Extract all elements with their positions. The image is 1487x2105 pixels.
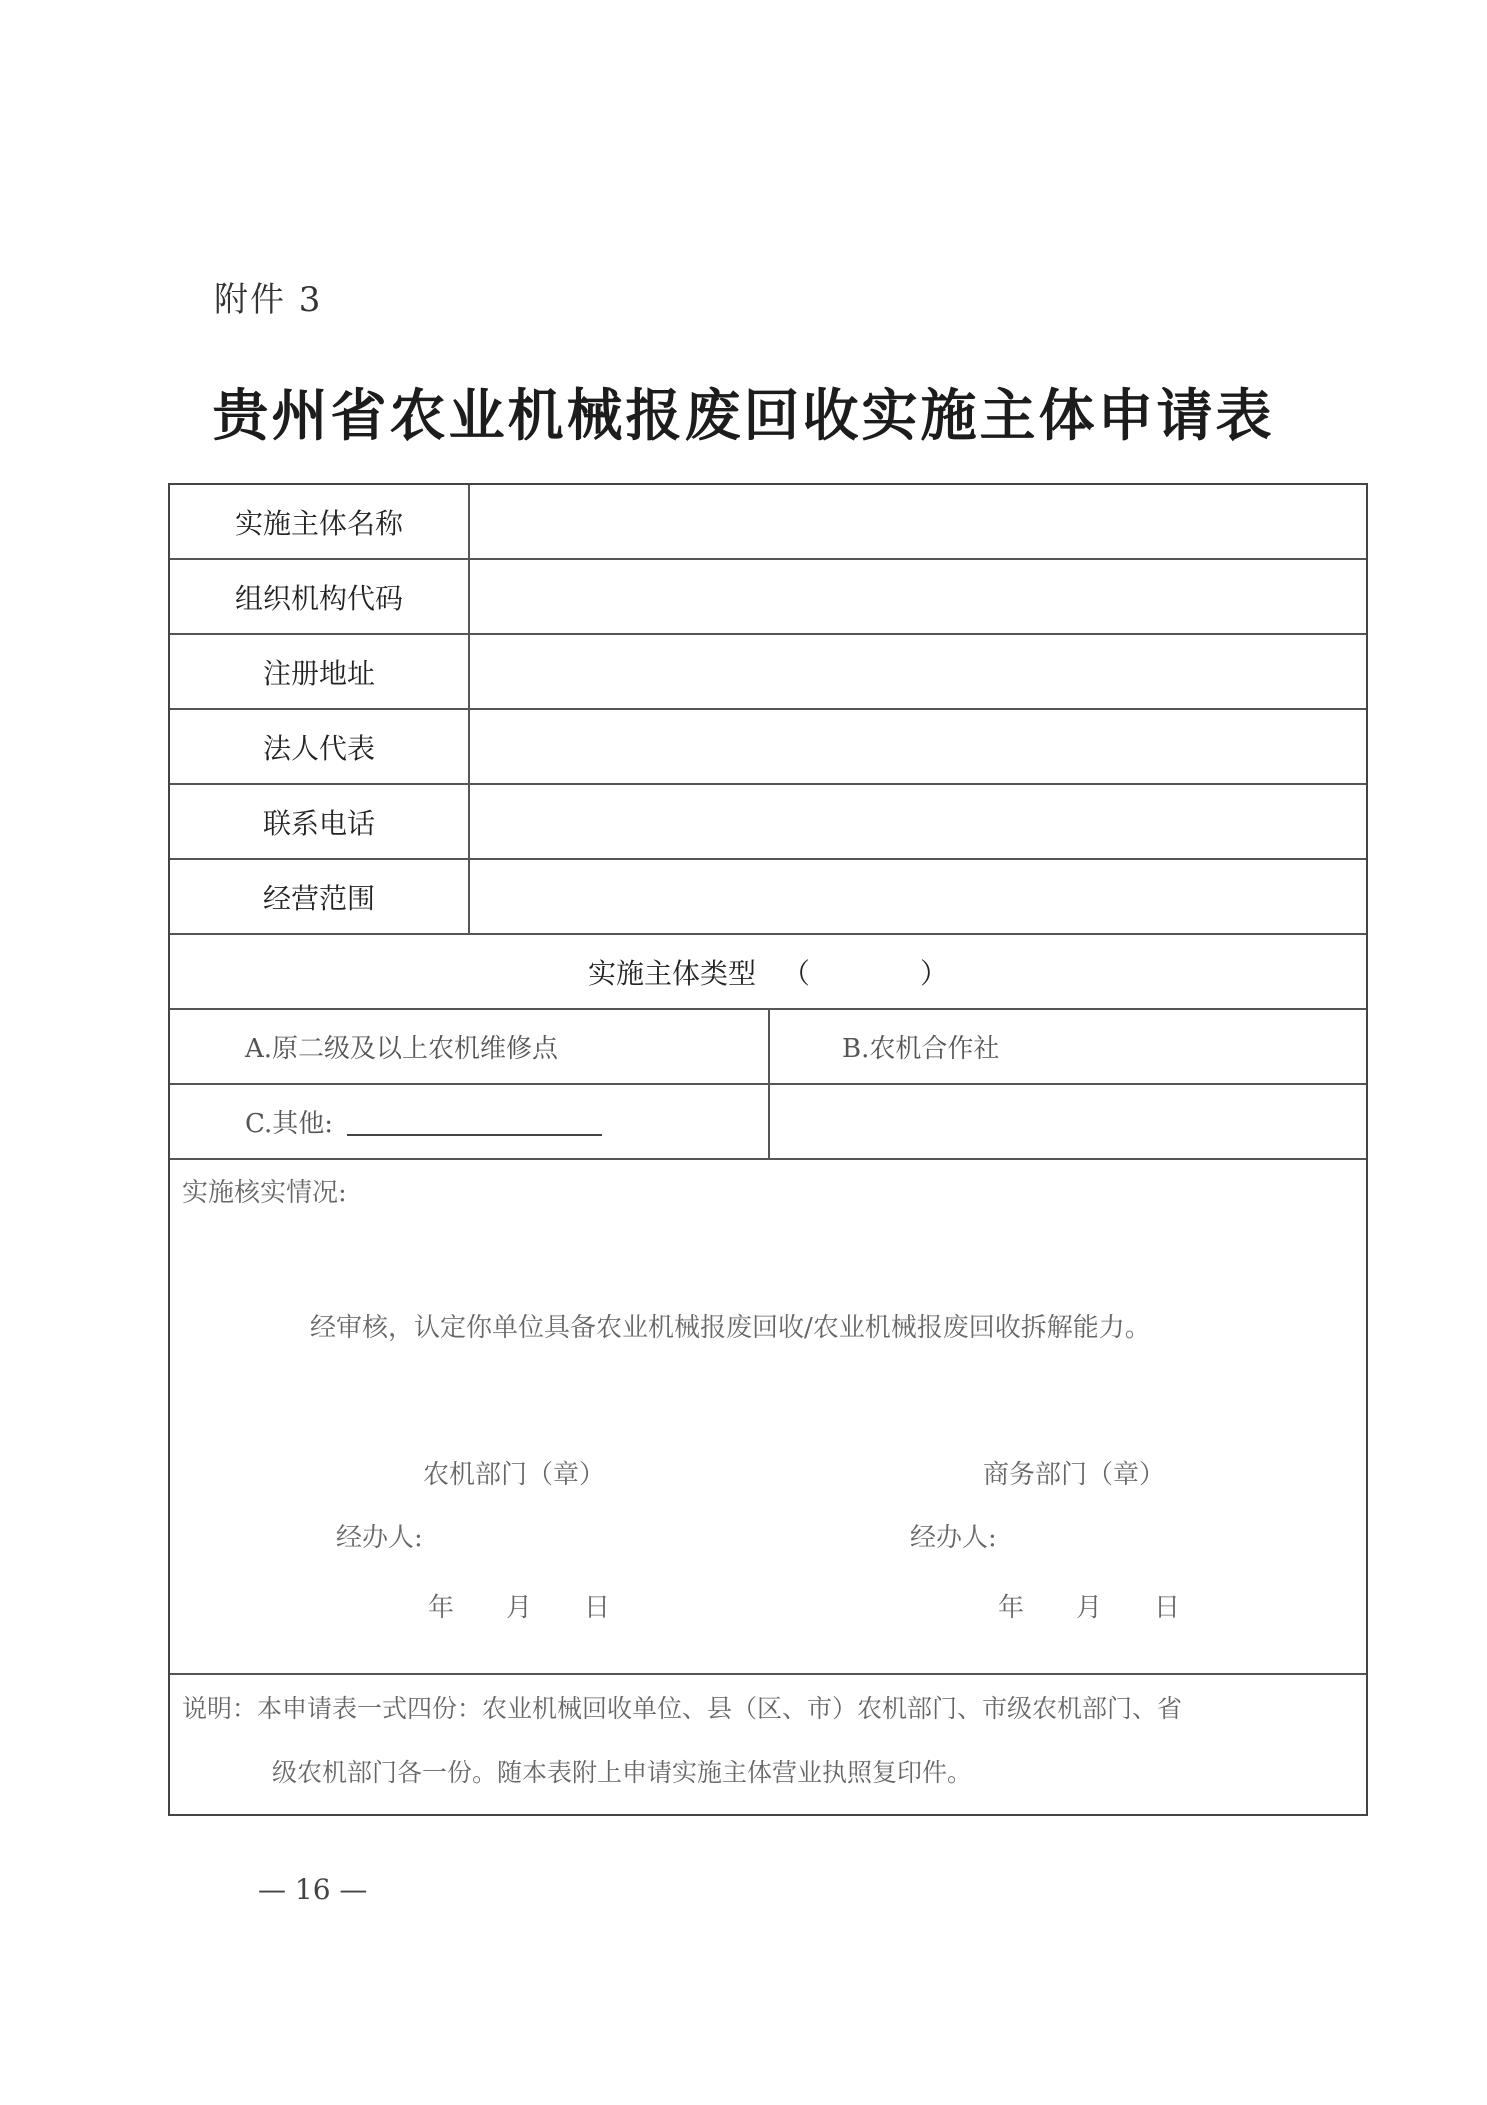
field-value-entity-name[interactable] <box>470 485 1366 558</box>
agri-dept-seal: 农机部门（章） <box>423 1460 606 1490</box>
field-row-legal-rep <box>170 710 1366 785</box>
note-line-1: 说明：本申请表一式四份：农业机械回收单位、县（区、市）农机部门、市级农机部门、省 <box>182 1694 1183 1723</box>
field-label-address: 注册地址 <box>170 635 470 708</box>
field-row-entity-name <box>170 485 1366 560</box>
field-value-address[interactable] <box>470 635 1366 708</box>
form-title: 贵州省农业机械报废回收实施主体申请表 <box>212 383 1275 449</box>
field-row-org-code <box>170 560 1366 635</box>
note-section <box>170 1675 1366 1814</box>
field-label-org-code: 组织机构代码 <box>170 560 470 633</box>
option-empty-cell <box>770 1085 1366 1158</box>
field-value-phone[interactable] <box>470 785 1366 858</box>
field-row-phone <box>170 785 1366 860</box>
field-value-org-code[interactable] <box>470 560 1366 633</box>
field-label-scope: 经营范围 <box>170 860 470 933</box>
type-options-row-1 <box>170 1010 1366 1085</box>
application-form <box>168 483 1368 1816</box>
option-b[interactable]: B.农机合作社 <box>842 1034 1000 1064</box>
field-label-entity-name: 实施主体名称 <box>170 485 470 558</box>
date-1: 年 月 日 <box>428 1593 611 1623</box>
field-value-scope[interactable] <box>470 860 1366 933</box>
option-c-label: C.其他: <box>245 1109 333 1139</box>
page-number: — 16 — <box>258 1873 368 1906</box>
handler-label-2: 经办人: <box>910 1523 997 1553</box>
review-label: 实施核实情况: <box>182 1178 347 1208</box>
type-heading-row <box>170 935 1366 1010</box>
type-heading <box>170 935 1366 1008</box>
date-2: 年 月 日 <box>998 1593 1181 1623</box>
note-line-2: 级农机部门各一份。随本表附上申请实施主体营业执照复印件。 <box>272 1758 973 1787</box>
option-c[interactable] <box>170 1085 770 1158</box>
field-value-legal-rep[interactable] <box>470 710 1366 783</box>
handler-label-1: 经办人: <box>336 1523 423 1553</box>
option-a[interactable]: A.原二级及以上农机维修点 <box>170 1010 770 1083</box>
option-c-blank[interactable] <box>347 1108 602 1136</box>
review-section <box>170 1160 1366 1675</box>
field-label-phone: 联系电话 <box>170 785 470 858</box>
field-label-legal-rep: 法人代表 <box>170 710 470 783</box>
type-options-row-2 <box>170 1085 1366 1160</box>
type-heading-text: 实施主体类型 <box>587 956 756 990</box>
field-row-scope <box>170 860 1366 935</box>
type-bracket-close: ） <box>920 956 949 990</box>
type-bracket-open: （ <box>781 956 810 990</box>
field-row-address <box>170 635 1366 710</box>
commerce-dept-seal: 商务部门（章） <box>983 1460 1166 1490</box>
review-statement: 经审核，认定你单位具备农业机械报废回收/农业机械报废回收拆解能力。 <box>310 1313 1151 1343</box>
attachment-label: 附件 3 <box>214 280 323 320</box>
